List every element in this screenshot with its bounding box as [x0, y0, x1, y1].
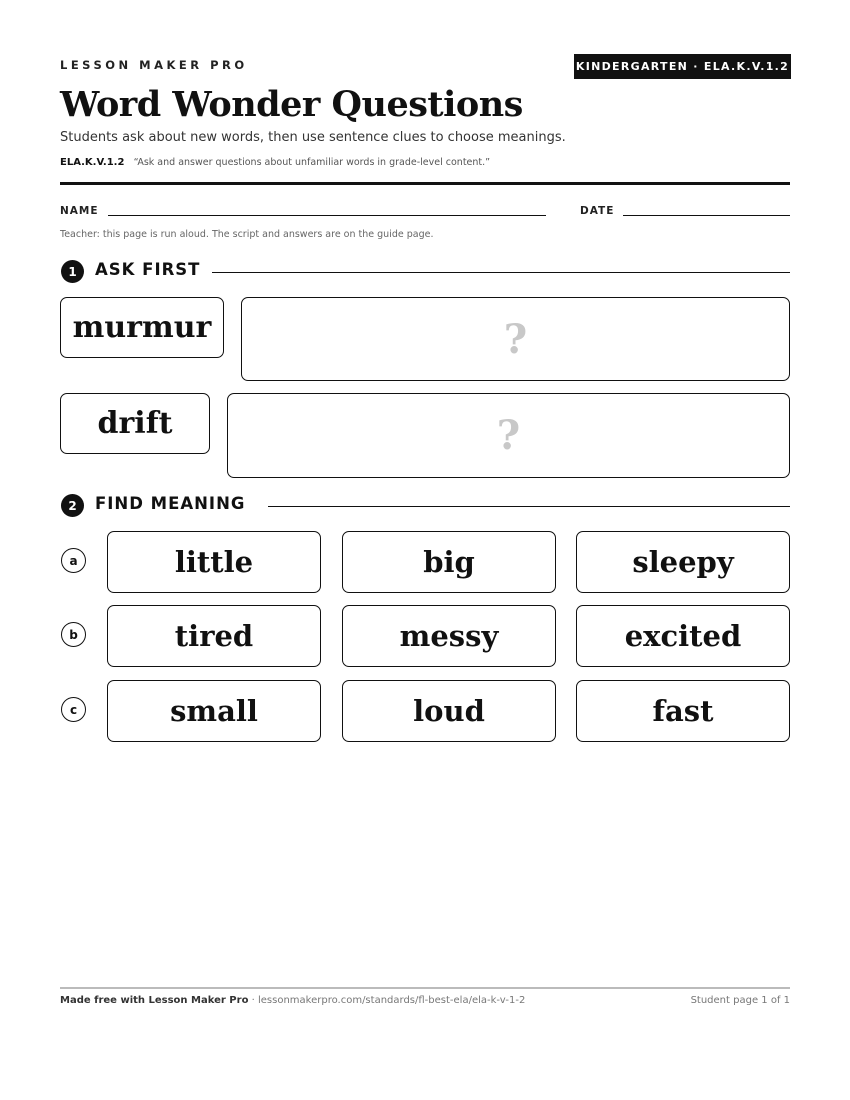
- meaning-choice[interactable]: tired: [107, 605, 321, 667]
- grade-standard-badge: KINDERGARTEN · ELA.K.V.1.2: [574, 54, 791, 79]
- section-2-number: 2: [61, 494, 84, 517]
- page-title: Word Wonder Questions: [60, 84, 523, 125]
- meaning-choice[interactable]: big: [342, 531, 556, 593]
- brand-name: LESSON MAKER PRO: [60, 58, 248, 72]
- section-2-title: FIND MEANING: [95, 494, 246, 513]
- row-letter-a: a: [61, 548, 86, 573]
- standard-line: [60, 157, 490, 168]
- footer-page-number: Student page 1 of 1: [690, 995, 790, 1006]
- footer-url[interactable]: · lessonmakerpro.com/standards/fl-best-ela/ela-k-v-1-2: [248, 995, 526, 1006]
- name-label: NAME: [60, 205, 99, 217]
- question-mark-icon: ?: [496, 412, 521, 459]
- meaning-choice[interactable]: little: [107, 531, 321, 593]
- section-1-number: 1: [61, 260, 84, 283]
- standard-description: “Ask and answer questions about unfamiliar words in grade-level content.”: [133, 157, 491, 168]
- meaning-choice[interactable]: small: [107, 680, 321, 742]
- footer-made-with: Made free with Lesson Maker Pro: [60, 995, 249, 1006]
- meaning-choice[interactable]: sleepy: [576, 531, 790, 593]
- footer-credit: [60, 995, 525, 1006]
- meaning-choice[interactable]: messy: [342, 605, 556, 667]
- question-mark-icon: ?: [503, 315, 528, 363]
- vocab-word-card: murmur: [60, 297, 224, 358]
- word-question-box[interactable]: [227, 393, 790, 478]
- row-letter-b: b: [61, 622, 86, 647]
- section-1-title: ASK FIRST: [95, 260, 201, 279]
- date-field[interactable]: [623, 215, 790, 216]
- standard-code: ELA.K.V.1.2: [60, 157, 125, 168]
- meaning-choice[interactable]: loud: [342, 680, 556, 742]
- vocab-word-card: drift: [60, 393, 210, 454]
- header-divider: [60, 182, 790, 185]
- word-question-box[interactable]: [241, 297, 790, 381]
- section-2-rule: [268, 506, 790, 507]
- row-letter-c: c: [61, 697, 86, 722]
- name-field[interactable]: [108, 215, 546, 216]
- teacher-note: Teacher: this page is run aloud. The script and answers are on the guide page.: [60, 229, 434, 240]
- page-subtitle: Students ask about new words, then use sentence clues to choose meanings.: [60, 130, 566, 145]
- meaning-choice[interactable]: excited: [576, 605, 790, 667]
- footer-divider: [60, 987, 790, 989]
- section-1-rule: [212, 272, 790, 273]
- meaning-choice[interactable]: fast: [576, 680, 790, 742]
- date-label: DATE: [580, 205, 615, 217]
